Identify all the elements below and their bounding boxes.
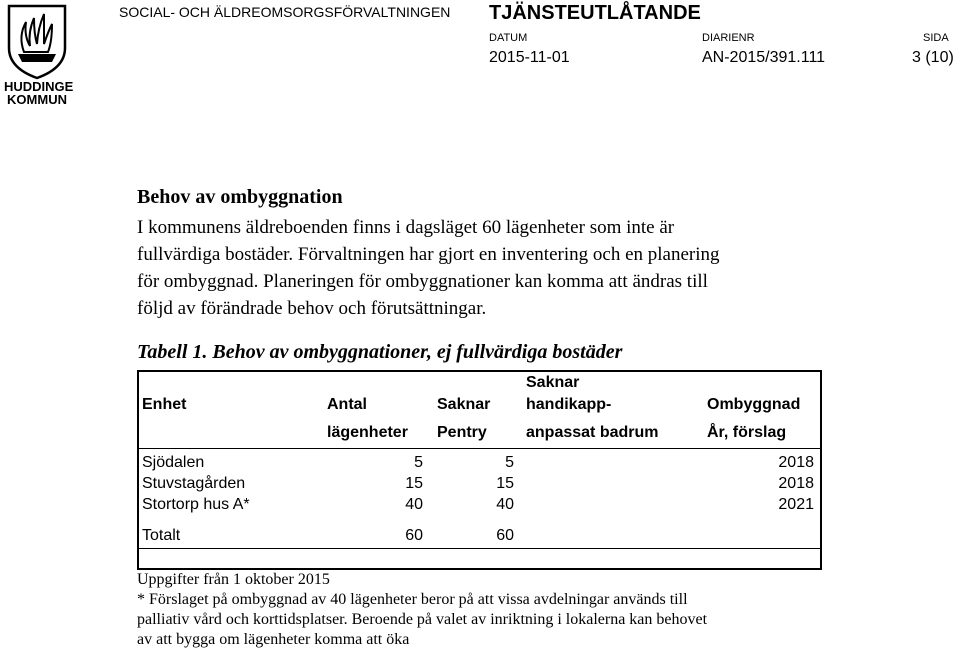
paragraph-line: följd av förändrade behov och förutsättningar. [137,298,487,319]
diarienr-label: DIARIENR [702,32,755,44]
note-line: Uppgifter från 1 oktober 2015 [137,571,330,588]
header-anpassat-badrum: anpassat badrum [526,424,659,441]
row-antal: 40 [405,496,423,513]
note-line: * Förslaget på ombyggnad av 40 lägenheter beror på att vissa avdelningar används till [137,591,688,608]
date-label: DATUM [489,32,528,44]
table-footer-divider [139,548,820,549]
total-label: Totalt [142,527,181,544]
row-enhet: Stuvstagården [142,475,246,492]
row-ar: 2018 [778,475,814,492]
note-line: palliativ vård och korttidsplatser. Beroende på valet av inriktning i lokalerna kan behovet [137,611,708,628]
table-header-divider [139,448,820,449]
document-type: TJÄNSTEUTLÅTANDE [489,2,701,24]
logo-text-line-1: HUDDINGE [4,79,74,94]
row-pentry: 15 [496,475,514,492]
logo-text-line-2: KOMMUN [7,92,67,107]
row-pentry: 5 [505,454,514,471]
diarienr-value: AN-2015/391.111 [702,49,826,66]
table-caption: Tabell 1. Behov av ombyggnationer, ej fullvärdiga bostäder [137,341,623,363]
shield-flame-icon [4,2,70,80]
header-pentry: Pentry [437,424,487,441]
header-saknar-badrum: Saknar [526,374,580,391]
row-enhet: Stortorp hus A* [142,496,250,513]
row-antal: 15 [405,475,423,492]
section-paragraph [137,214,857,322]
section-heading: Behov av ombyggnation [137,186,343,208]
ombyggnad-table [137,370,822,570]
header-enhet: Enhet [142,396,187,413]
header-antal: Antal [327,396,367,413]
total-antal: 60 [405,527,423,544]
paragraph-line: för ombyggnad. Planeringen för ombyggnationer kan komma att ändras till [137,271,708,292]
note-line: av att bygga om lägenheter komma att öka [137,631,410,648]
huddinge-logo [4,2,74,107]
table-notes [137,570,707,650]
page-value: 3 (10) [912,49,954,66]
row-antal: 5 [414,454,423,471]
page-label: SIDA [923,32,949,44]
row-pentry: 40 [496,496,514,513]
row-ar: 2018 [778,454,814,471]
header-ombyggnad: Ombyggnad [707,396,801,413]
header-handikapp: handikapp- [526,396,612,413]
row-enhet: Sjödalen [142,454,205,471]
header-ar-forslag: År, förslag [707,424,787,441]
total-pentry: 60 [496,527,514,544]
paragraph-line: fullvärdiga bostäder. Förvaltningen har gjort en inventering och en planering [137,244,720,265]
header-saknar: Saknar [437,396,491,413]
header-lagenheter: lägenheter [327,424,408,441]
date-value: 2015-11-01 [489,49,570,66]
paragraph-line: I kommunens äldreboenden finns i dagsläget 60 lägenheter som inte är [137,217,675,238]
organization-name: SOCIAL- OCH ÄLDREOMSORGSFÖRVALTNINGEN [119,4,451,20]
row-ar: 2021 [778,496,814,513]
